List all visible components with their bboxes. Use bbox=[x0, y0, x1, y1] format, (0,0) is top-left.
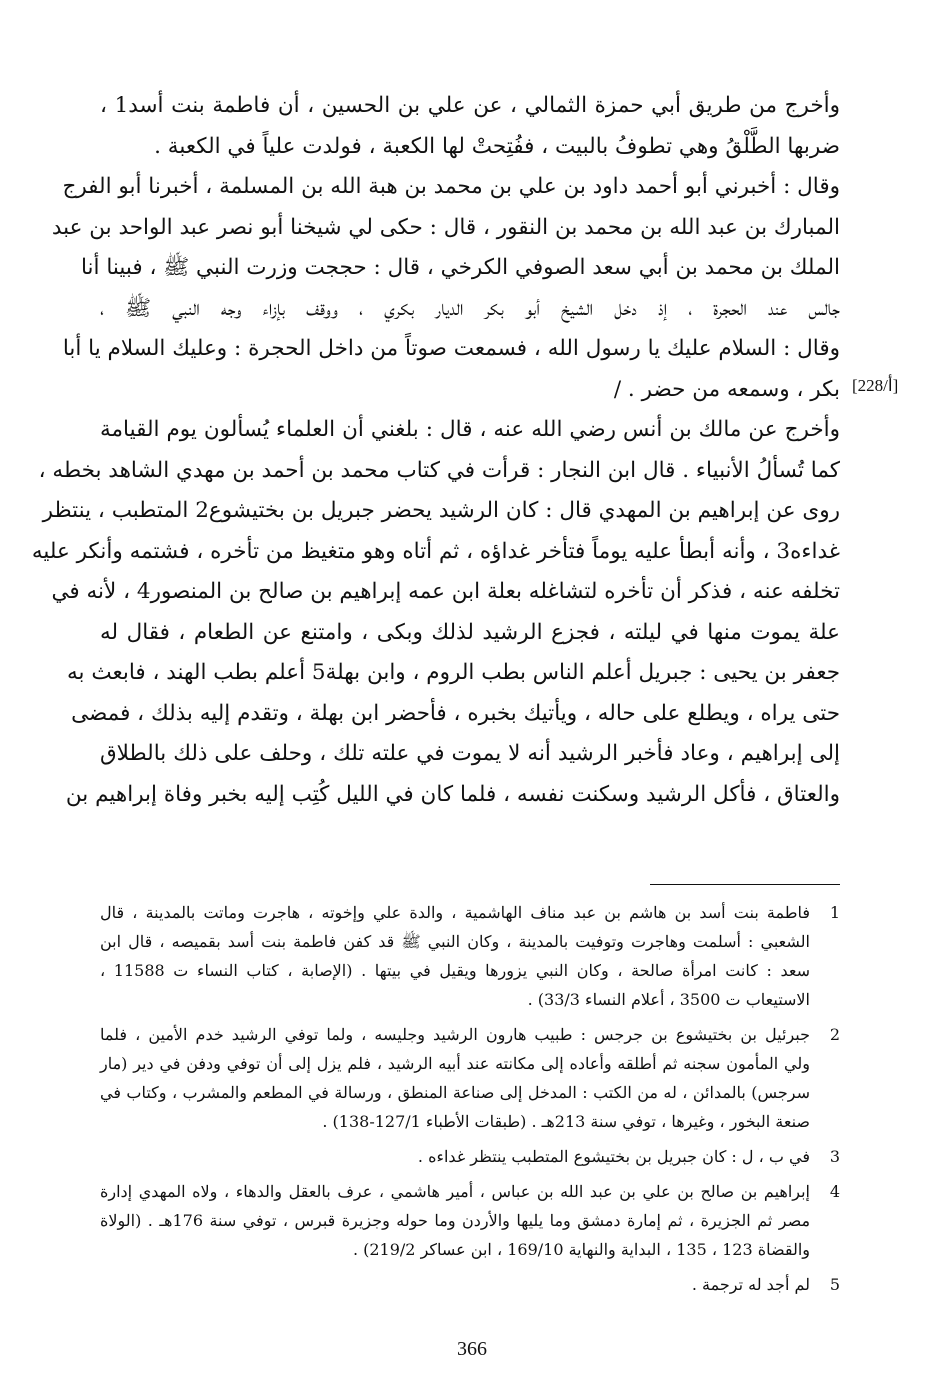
footnote-number: 4 bbox=[829, 1182, 840, 1201]
footnote-line: إبراهيم بن صالح بن علي بن عبد الله بن عباس ، أمير هاشمي ، عرف بالعقل والدهاء ، ولاه المهدي إدارة bbox=[100, 1182, 810, 1201]
footnote-number: 1 bbox=[829, 903, 840, 922]
footnote-line: الشعبي : أسلمت وهاجرت وتوفيت بالمدينة ، وكان النبي ﷺ قد كفن فاطمة بنت أسد بقميصه ، قال ابن bbox=[100, 932, 810, 951]
footnote bbox=[100, 898, 840, 1014]
text-line: والعتاق ، فأكل الرشيد وسكنت نفسه ، فلما كان في الليل كُتِب إليه بخبر وفاة إبراهيم بن bbox=[65, 781, 840, 807]
text-line: غداءه3 ، وأنه أبطأ عليه يوماً فتأخر غداؤه ، ثم أتاه وهو متغيظ من تأخره ، فشتمه وأنكر عليه bbox=[31, 538, 840, 564]
footnote-number: 5 bbox=[829, 1275, 840, 1294]
footnote-line: ولي المأمون سجنه ثم أطلقه وأعاده إلى مكانته عند أبيه الرشيد ، فلم يزل إلى أن توفي ودفن في دير (مار bbox=[100, 1054, 810, 1073]
footnote-line: لم أجد له ترجمة . bbox=[691, 1275, 810, 1294]
footnote-line: سرجس) بالمدائن ، له من الكتب : المدخل إلى صناعة المنطق ، ورسالة في المطعم والمشرب ، وكتاب في bbox=[100, 1083, 810, 1102]
text-line: وأخرج من طريق أبي حمزة الثمالي ، عن علي بن الحسين ، أن فاطمة بنت أسد1 ، bbox=[100, 93, 840, 118]
footnote-line: صنعة البخور ، وغيرها ، توفي سنة 213هـ . (طبقات الأطباء 127/1-138) . bbox=[322, 1112, 810, 1131]
text-line: المبارك بن عبد الله بن محمد بن النقور ، قال : حكى لي شيخنا أبو نصر عبد الواحد بن عبد bbox=[51, 214, 840, 240]
text-line: جالس عند الحجرة ، إذ دخل الشيخ أبو بكر الديار بكري ، ووقف بإزاء وجه النبي ﷺ ، bbox=[100, 295, 840, 321]
footnote-line: الاستيعاب ت 3500 ، أعلام النساء 33/3) . bbox=[527, 990, 810, 1009]
footnote bbox=[100, 1177, 840, 1264]
footnote bbox=[100, 1142, 840, 1171]
footnote-line: مصر ثم الجزيرة ، ثم إمارة دمشق وما يليها والأردن وما حوله وجزيرة قبرس ، توفي سنة 176هـ . (الولاة bbox=[100, 1211, 811, 1230]
text-line: وأخرج عن مالك بن أنس رضي الله عنه ، قال : بلغني أن العلماء يُسألون يوم القيامة bbox=[100, 417, 840, 442]
footnote-line: جبرئيل بن بختيشوع بن جرجس : طبيب هارون الرشيد وجليسه ، ولما توفي الرشيد خدم الأمين ، فلما bbox=[100, 1025, 810, 1044]
page-number: 366 bbox=[457, 1338, 487, 1360]
footnote-line: فاطمة بنت أسد بن هاشم بن عبد مناف الهاشمية ، والدة علي وإخوته ، هاجرت وماتت بالمدينة ، قال bbox=[100, 903, 810, 922]
text-line: كما تُسألُ الأنبياء . قال ابن النجار : قرأت في كتاب محمد بن أحمد بن مهدي الشاهد بخطه ، bbox=[38, 457, 840, 483]
text-line: تخلفه عنه ، فذكر أن تأخره لتشاغله بعلة ابن عمه إبراهيم بن صالح بن المنصور4 ، لأنه في bbox=[51, 579, 840, 604]
text-line: جعفر بن يحيى : جبريل أعلم الناس بطب الروم ، وابن بهلة5 أعلم بطب الهند ، فابعث به bbox=[67, 660, 840, 685]
footnotes bbox=[100, 898, 840, 1305]
text-line: وقال : أخبرني أبو أحمد داود بن علي بن محمد بن هبة الله بن المسلمة ، أخبرنا أبو الفرج bbox=[62, 174, 840, 199]
footnote-number: 2 bbox=[829, 1025, 840, 1044]
footnote-number: 3 bbox=[829, 1147, 840, 1166]
footnote-line: والقضاة 123 ، 135 ، البداية والنهاية 169/10 ، ابن عساكر 219/2) . bbox=[352, 1240, 810, 1259]
manuscript-folio-marker: [228/أ] bbox=[852, 376, 899, 395]
text-line: وقال : السلام عليك يا رسول الله ، فسمعت صوتاً من داخل الحجرة : وعليك السلام يا أبا bbox=[62, 336, 840, 361]
text-line: حتى يراه ، ويطلع على حاله ، ويأتيك بخبره ، فأحضر ابن بهلة ، وتقدم إليه بذلك ، فمضى bbox=[71, 700, 840, 726]
footnote-line: في ب ، ل : كان جبريل بن بختيشوع المتطبب ينتظر غداءه . bbox=[417, 1147, 810, 1166]
text-line: روى عن إبراهيم بن المهدي قال : كان الرشيد يحضر جبريل بن بختيشوع2 المتطبب ، ينتظر bbox=[42, 498, 840, 523]
footnote bbox=[100, 1020, 840, 1136]
text-line: علة يموت منها في ليلته ، فجزع الرشيد لذلك وبكى ، وامتنع عن الطعام ، فقال له bbox=[100, 619, 840, 645]
main-text bbox=[31, 86, 840, 815]
footnote-line: سعد : كانت امرأة صالحة ، وكان النبي يزورها ويقيل في بيتها . (الإصابة ، كتاب النساء ت 11588 ، bbox=[100, 961, 811, 980]
text-line: بكر ، وسمعه من حضر . / bbox=[613, 376, 840, 402]
text-line: الملك بن محمد بن أبي سعد الصوفي الكرخي ، قال : حججت وزرت النبي ﷺ ، فبينا أنا bbox=[81, 255, 840, 280]
text-line: ضربها الطَّلْقُ وهي تطوفُ بالبيت ، ففُتِحتْ لها الكعبة ، فولدت علياً في الكعبة . bbox=[154, 133, 840, 159]
text-line: إلى إبراهيم ، وعاد فأخبر الرشيد أنه لا يموت في علته تلك ، وحلف على ذلك بالطلاق bbox=[100, 741, 840, 766]
footnote-separator bbox=[650, 884, 840, 885]
footnote bbox=[100, 1270, 840, 1299]
